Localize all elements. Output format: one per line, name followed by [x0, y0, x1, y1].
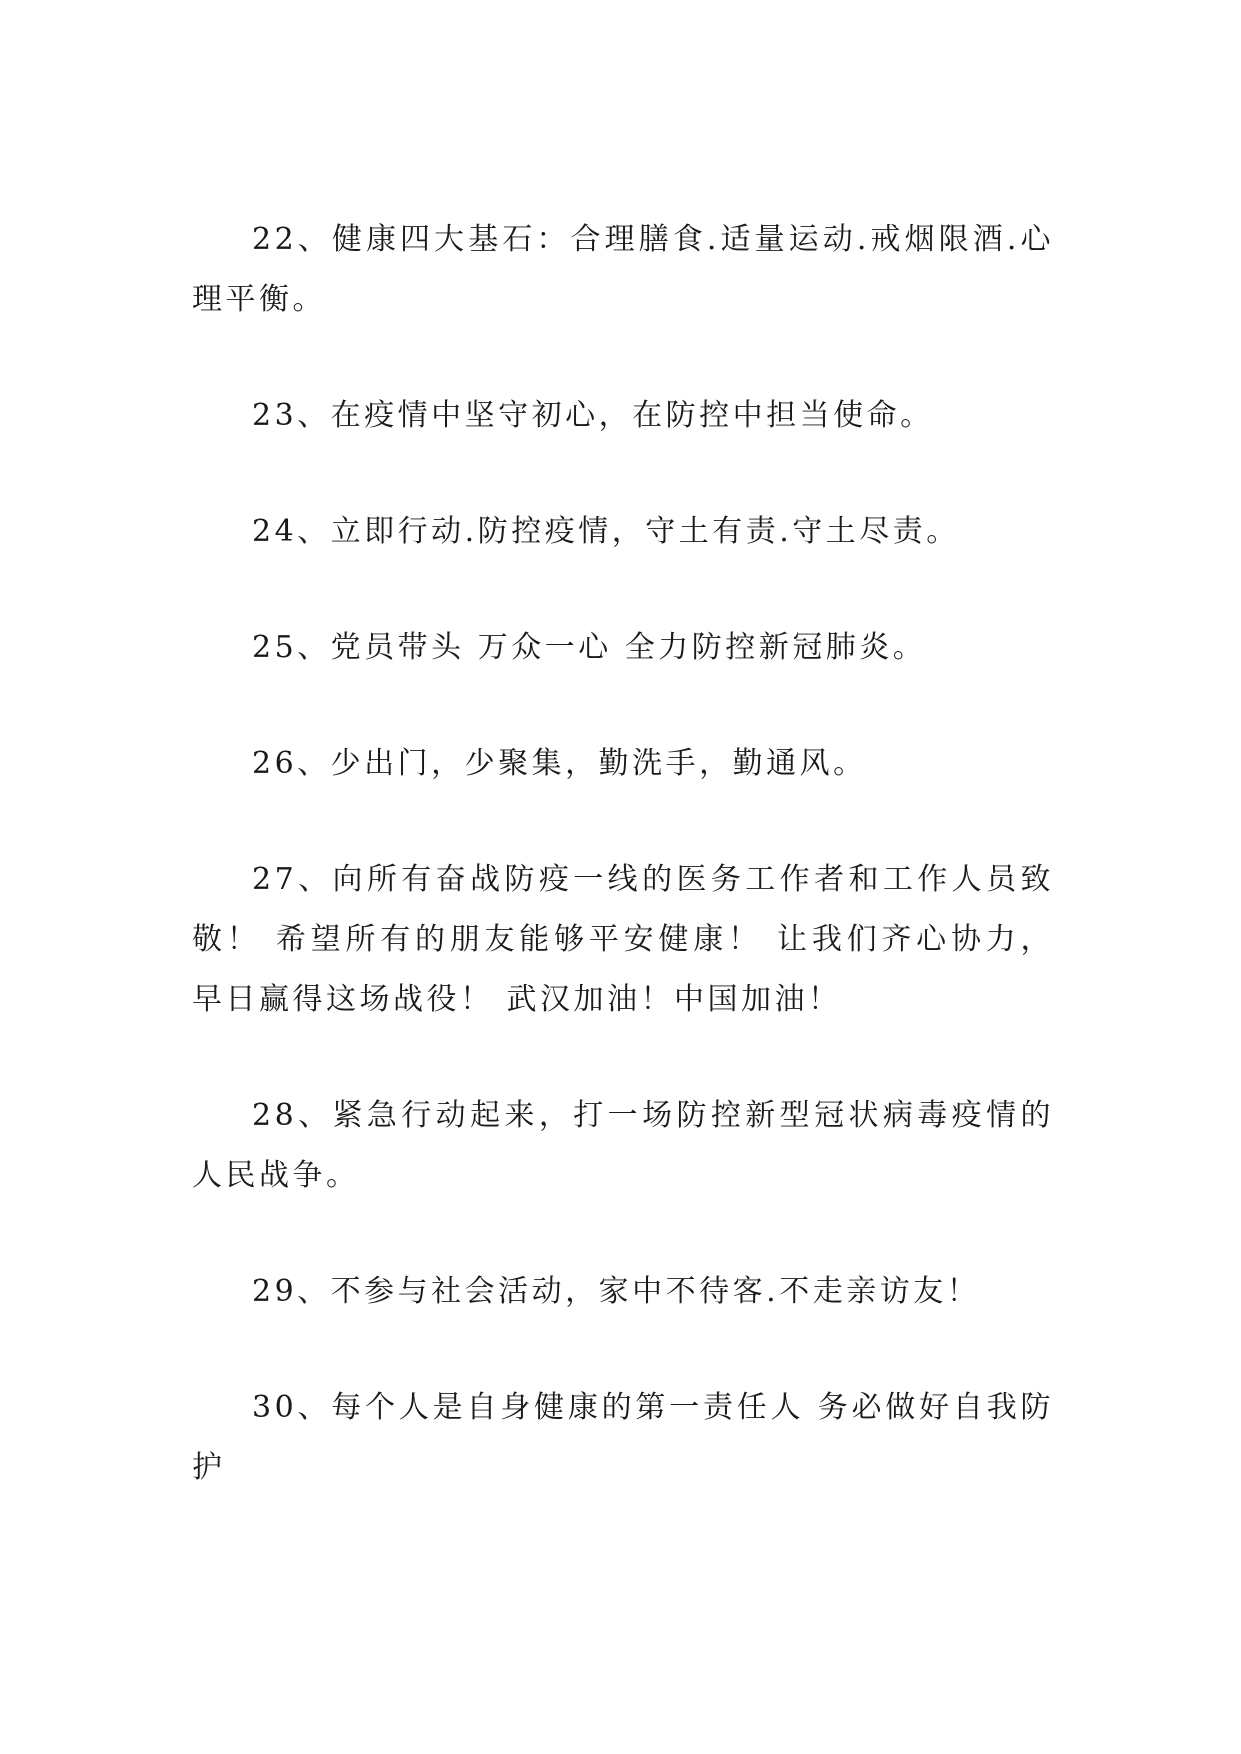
paragraph-30: 30、每个人是自身健康的第一责任人 务必做好自我防护 [192, 1390, 1054, 1485]
paragraph-27: 27、向所有奋战防疫一线的医务工作者和工作人员致敬！ 希望所有的朋友能够平安健康！ 让我们齐心协力，早日赢得这场战役！ 武汉加油！中国加油！ [192, 862, 1054, 1017]
paragraph-28: 28、紧急行动起来，打一场防控新型冠状病毒疫情的人民战争。 [192, 1098, 1054, 1193]
paragraph-24: 24、立即行动.防控疫情，守土有责.守土尽责。 [252, 514, 960, 549]
paragraph-25: 25、党员带头 万众一心 全力防控新冠肺炎。 [252, 630, 927, 665]
paragraph-23: 23、在疫情中坚守初心，在防控中担当使命。 [252, 398, 934, 433]
paragraph-26: 26、少出门，少聚集，勤洗手，勤通风。 [252, 746, 867, 781]
paragraph-22: 22、健康四大基石：合理膳食.适量运动.戒烟限酒.心理平衡。 [192, 222, 1054, 317]
paragraph-29: 29、不参与社会活动，家中不待客.不走亲访友！ [252, 1274, 981, 1309]
document-body [192, 210, 1054, 1554]
